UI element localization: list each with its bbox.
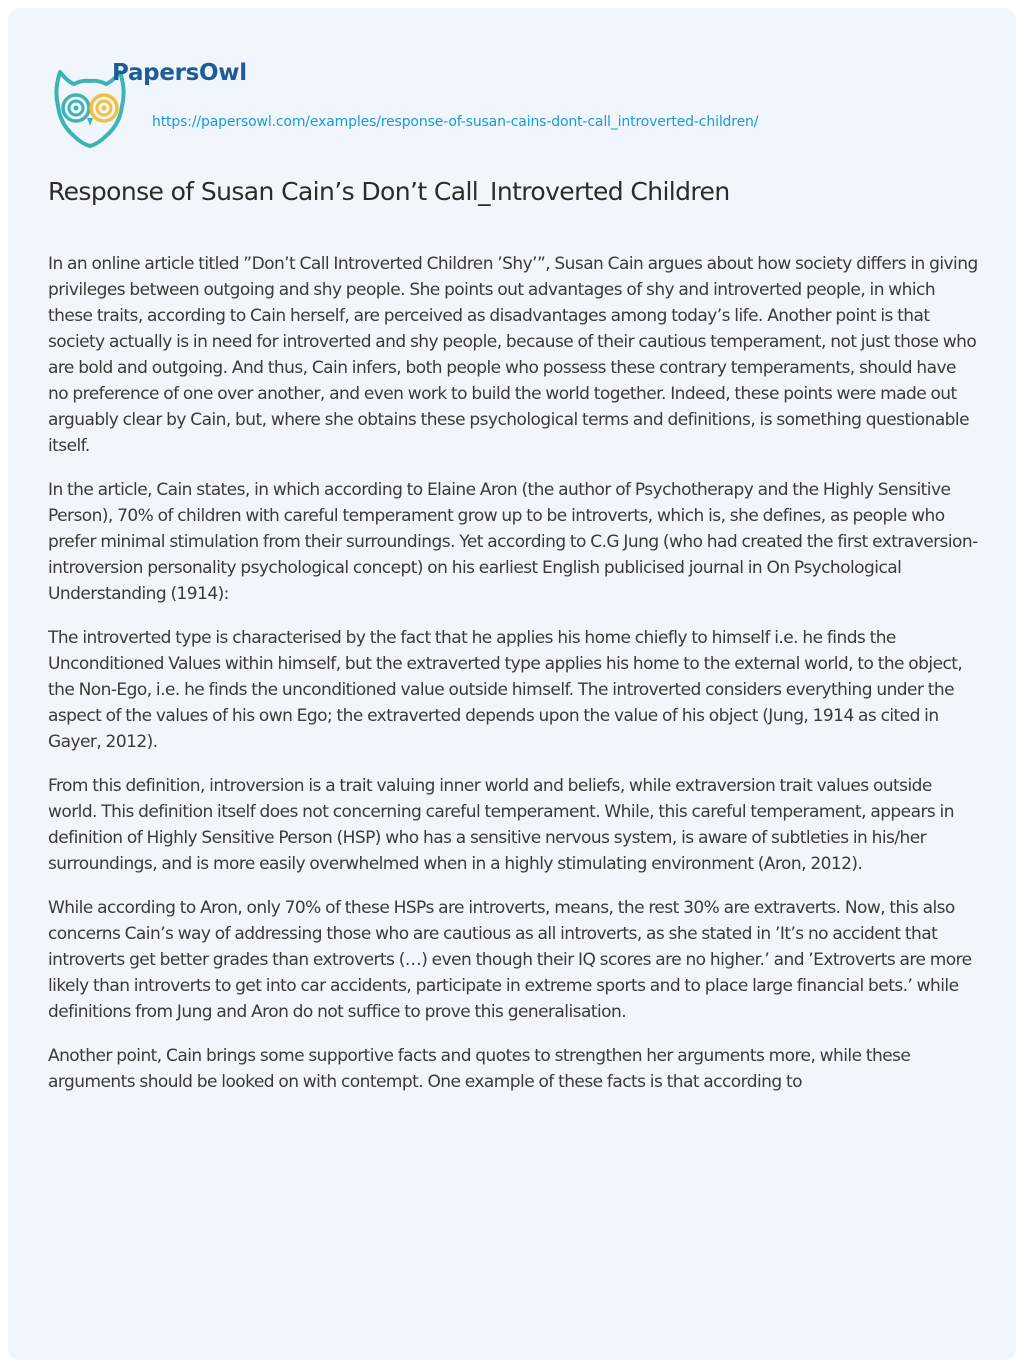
source-url-link[interactable]: https://papersowl.com/examples/response-of-susan-cains-dont-call_introverted-children/ (152, 114, 759, 130)
document-page (8, 8, 1016, 1360)
block-quote-paragraph: The introverted type is characterised by the fact that he applies his home chiefly to himself i.e. he finds the Unconditioned Values within himself, but the extraverted type applies his home to the external world, to the object, the Non-Ego, i.e. he finds the unconditioned value outside himself. The introverted considers everything under the aspect of the values of his own Ego; the extraverted depends upon the value of his object (Jung, 1914 as cited in Gayer, 2012). (48, 628, 963, 752)
article-body (48, 251, 978, 1113)
paragraph: In an online article titled ”Don’t Call Introverted Children ’Shy’”, Susan Cain argues about how society differs in giving privileges between outgoing and shy people. She points out advantages of shy and introverted people, in which these traits, according to Cain herself, are perceived as disadvantages among today’s life. Another point is that society actually is in need for introverted and shy people, because of their cautious temperament, not just those who are bold and outgoing. And thus, Cain infers, both people who possess these contrary temperaments, should have no preference of one over another, and even work to build the world together. Indeed, these points were made out arguably clear by Cain, but, where she obtains these psychological terms and definitions, is something questionable itself. (48, 254, 978, 456)
paragraph: In the article, Cain states, in which according to Elaine Aron (the author of Psychotherapy and the Highly Sensitive Person), 70% of children with careful temperament grow up to be introverts, which is, she defines, as people who prefer minimal stimulation from their surroundings. Yet according to C.G Jung (who had created the first extraversion-introversion personality psychological concept) on his earliest English publicised journal in On Psychological Understanding (1914): (48, 480, 978, 604)
paragraph: Another point, Cain brings some supportive facts and quotes to strengthen her arguments more, while these arguments should be looked on with contempt. One example of these facts is that according to (48, 1046, 911, 1092)
document-title: Response of Susan Cain’s Don’t Call_Introverted Children (48, 177, 730, 206)
brand-name[interactable]: PapersOwl (112, 60, 247, 86)
paragraph: While according to Aron, only 70% of these HSPs are introverts, means, the rest 30% are extraverts. Now, this also concerns Cain’s way of addressing those who are cautious as all introverts, as she stated in ’It’s no accident that introverts get better grades than extroverts (…) even though their IQ scores are no higher.’ and ’Extroverts are more likely than introverts to get into car accidents, participate in extreme sports and to place large financial bets.’ while definitions from Jung and Aron do not suffice to prove this generalisation. (48, 898, 972, 1022)
paragraph: From this definition, introversion is a trait valuing inner world and beliefs, while extraversion trait values outside world. This definition itself does not concerning careful temperament. While, this careful temperament, appears in definition of Highly Sensitive Person (HSP) who has a sensitive nervous system, is aware of subtleties in his/her surroundings, and is more easily overwhelmed when in a highly stimulating environment (Aron, 2012). (48, 776, 954, 874)
